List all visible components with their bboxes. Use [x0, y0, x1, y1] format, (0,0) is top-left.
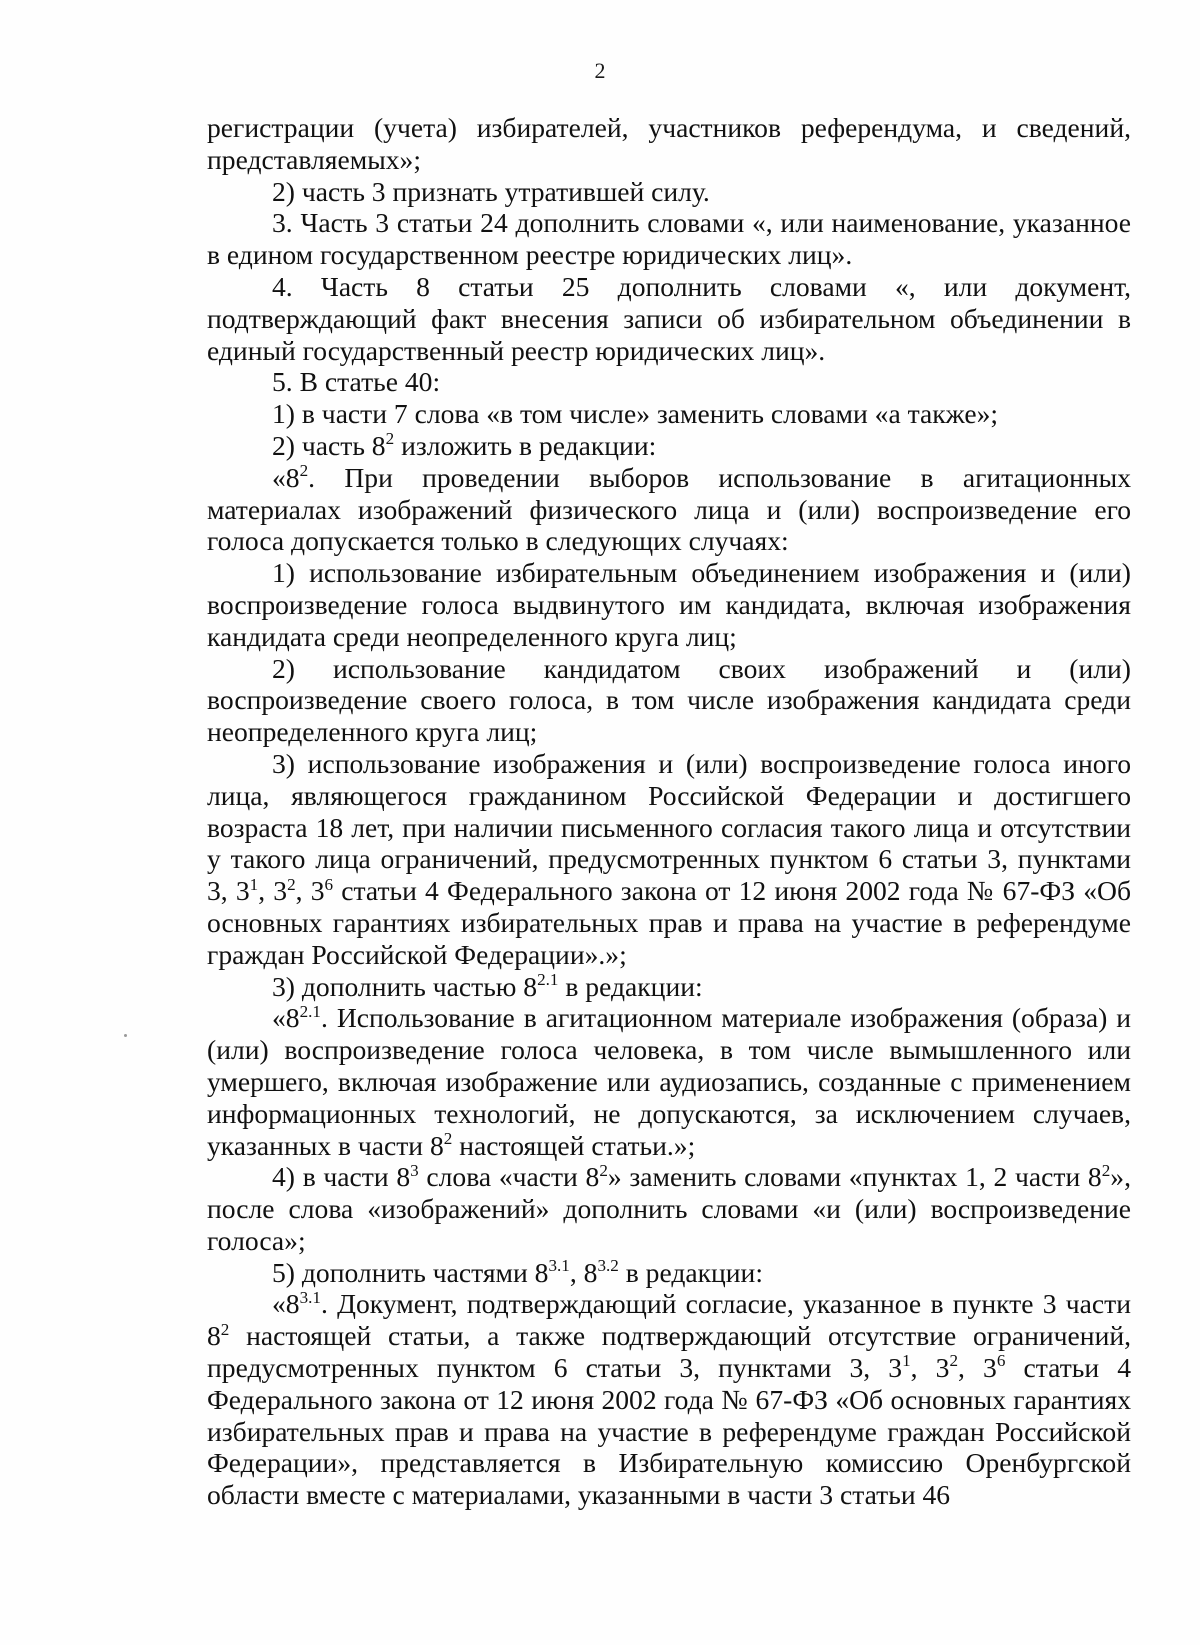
paragraph [207, 398, 1131, 430]
text-run: . При проведении выборов использование в агитационных материалах изображений физического лица и (или) воспроизведение его голоса допускается только в следующих случаях: [207, 461, 1131, 557]
text-run: . Документ, подтверждающий согласие, указанное в пункте 3 части 8 [207, 1288, 1131, 1352]
text-run: изложить в редакции: [394, 429, 657, 461]
page-number: 2 [594, 58, 606, 83]
superscript: 2 [287, 874, 296, 894]
superscript: 2 [385, 429, 395, 449]
superscript: 6 [996, 1351, 1006, 1371]
paragraph [207, 207, 1131, 271]
text-run: . Использование в агитационном материале изображения (образа) и (или) воспроизведение голоса человека, в том числе вымышленного или умершего, включая изображение или аудиозапись, созданные с применением информационных технологий, не допускаются, за исключением случаев, указанных в части 8 [207, 1002, 1131, 1161]
superscript: 2 [443, 1128, 453, 1148]
text-run: , 3 [258, 875, 288, 907]
superscript: 2 [299, 461, 309, 481]
paragraph [207, 1161, 1131, 1256]
text-run: 4. Часть 8 статьи 25 дополнить словами «, или документ, подтверждающий факт внесения записи об избирательном объединении в единый государственный реестр юридических лиц». [207, 270, 1131, 366]
text-run: в редакции: [558, 970, 703, 1002]
document-body [207, 112, 1131, 1511]
text-run: настоящей статьи, а также подтверждающий отсутствие ограничений, предусмотренных пунктом 6 статьи 3, пунктами 3, 3 [207, 1320, 1131, 1384]
text-run: слова «части 8 [418, 1161, 600, 1193]
text-run: «8 [272, 1288, 300, 1320]
text-run: статьи 4 Федерального закона от 12 июня 2002 года № 67-ФЗ «Об основных гарантиях избирательных прав и права на участие в референдуме граждан Российской Федерации».»; [207, 875, 1132, 970]
text-run: 3. Часть 3 статьи 24 дополнить словами «, или наименование, указанное в едином государственном реестре юридических лиц». [207, 207, 1131, 271]
superscript: 2 [599, 1160, 608, 1180]
text-run: 3) дополнить частью 8 [272, 970, 538, 1002]
superscript: 3.2 [597, 1256, 619, 1276]
paragraph [207, 366, 1131, 398]
superscript: 6 [324, 874, 334, 894]
superscript: 2 [1101, 1160, 1111, 1180]
superscript: 2 [949, 1351, 959, 1371]
text-run: 2) часть 3 признать утратившей силу. [272, 175, 710, 207]
text-run: , 8 [569, 1256, 598, 1288]
text-run: 1) использование избирательным объединением изображения и (или) воспроизведение голоса выдвинутого им кандидата, включая изображения кандидата среди неопределенного круга лиц; [207, 557, 1131, 652]
superscript: 1 [249, 874, 259, 894]
superscript: 1 [902, 1351, 911, 1371]
text-run: 5. В статье 40: [272, 366, 441, 398]
text-run: , 3 [910, 1352, 950, 1384]
scan-speck [124, 1034, 127, 1037]
text-run: в редакции: [618, 1256, 763, 1288]
text-run: » заменить словами «пунктах 1, 2 части 8 [607, 1161, 1102, 1193]
superscript: 3 [410, 1160, 419, 1180]
text-run: , 3 [295, 875, 325, 907]
text-run: 1) в части 7 слова «в том числе» заменить словами «а также»; [272, 398, 999, 430]
text-run: 2) часть 8 [272, 429, 386, 461]
text-run: статьи 4 Федерального закона от 12 июня 2002 года № 67-ФЗ «Об основных гарантиях избирательных прав и права на участие в референдуме граждан Российской Федерации», представляется в Избирательную комиссию Оренбургской области вместе с материалами, указанными в части 3 статьи 46 [207, 1352, 1132, 1511]
text-run: «8 [272, 1002, 300, 1034]
paragraph [207, 748, 1131, 971]
paragraph [207, 176, 1131, 208]
text-run: настоящей статьи.»; [452, 1129, 696, 1161]
superscript: 3.1 [299, 1287, 321, 1307]
text-run: 3) использование изображения и (или) воспроизведение голоса иного лица, являющегося гражданином Российской Федерации и достигшего возраста 18 лет, при наличии письменного согласия такого лица и отсутствии у такого лица ограничений, предусмотренных пунктом 6 статьи 3, пунктами 3, 3 [207, 747, 1131, 907]
text-run: 4) в части 8 [272, 1161, 411, 1193]
paragraph [207, 971, 1131, 1003]
paragraph [207, 653, 1131, 748]
superscript: 2.1 [299, 1001, 321, 1021]
paragraph [207, 1002, 1131, 1161]
text-run: «8 [272, 461, 300, 493]
paragraph [207, 462, 1131, 557]
paragraph [207, 271, 1131, 366]
superscript: 2 [220, 1319, 230, 1339]
text-run: 2) использование кандидатом своих изображений и (или) воспроизведение своего голоса, в том числе изображения кандидата среди неопределенного круга лиц; [207, 652, 1131, 748]
paragraph [207, 1288, 1131, 1511]
paragraph [207, 112, 1131, 176]
superscript: 3.1 [548, 1256, 570, 1276]
text-run: регистрации (учета) избирателей, участников референдума, и сведений, представляемых»; [207, 112, 1131, 175]
paragraph [207, 557, 1131, 652]
text-run: , 3 [958, 1352, 997, 1384]
superscript: 2.1 [537, 969, 559, 989]
paragraph [207, 1257, 1131, 1289]
paragraph [207, 430, 1131, 462]
text-run: 5) дополнить частями 8 [272, 1256, 549, 1288]
text-run: », после слова «изображений» дополнить словами «и (или) воспроизведение голоса»; [207, 1161, 1131, 1256]
